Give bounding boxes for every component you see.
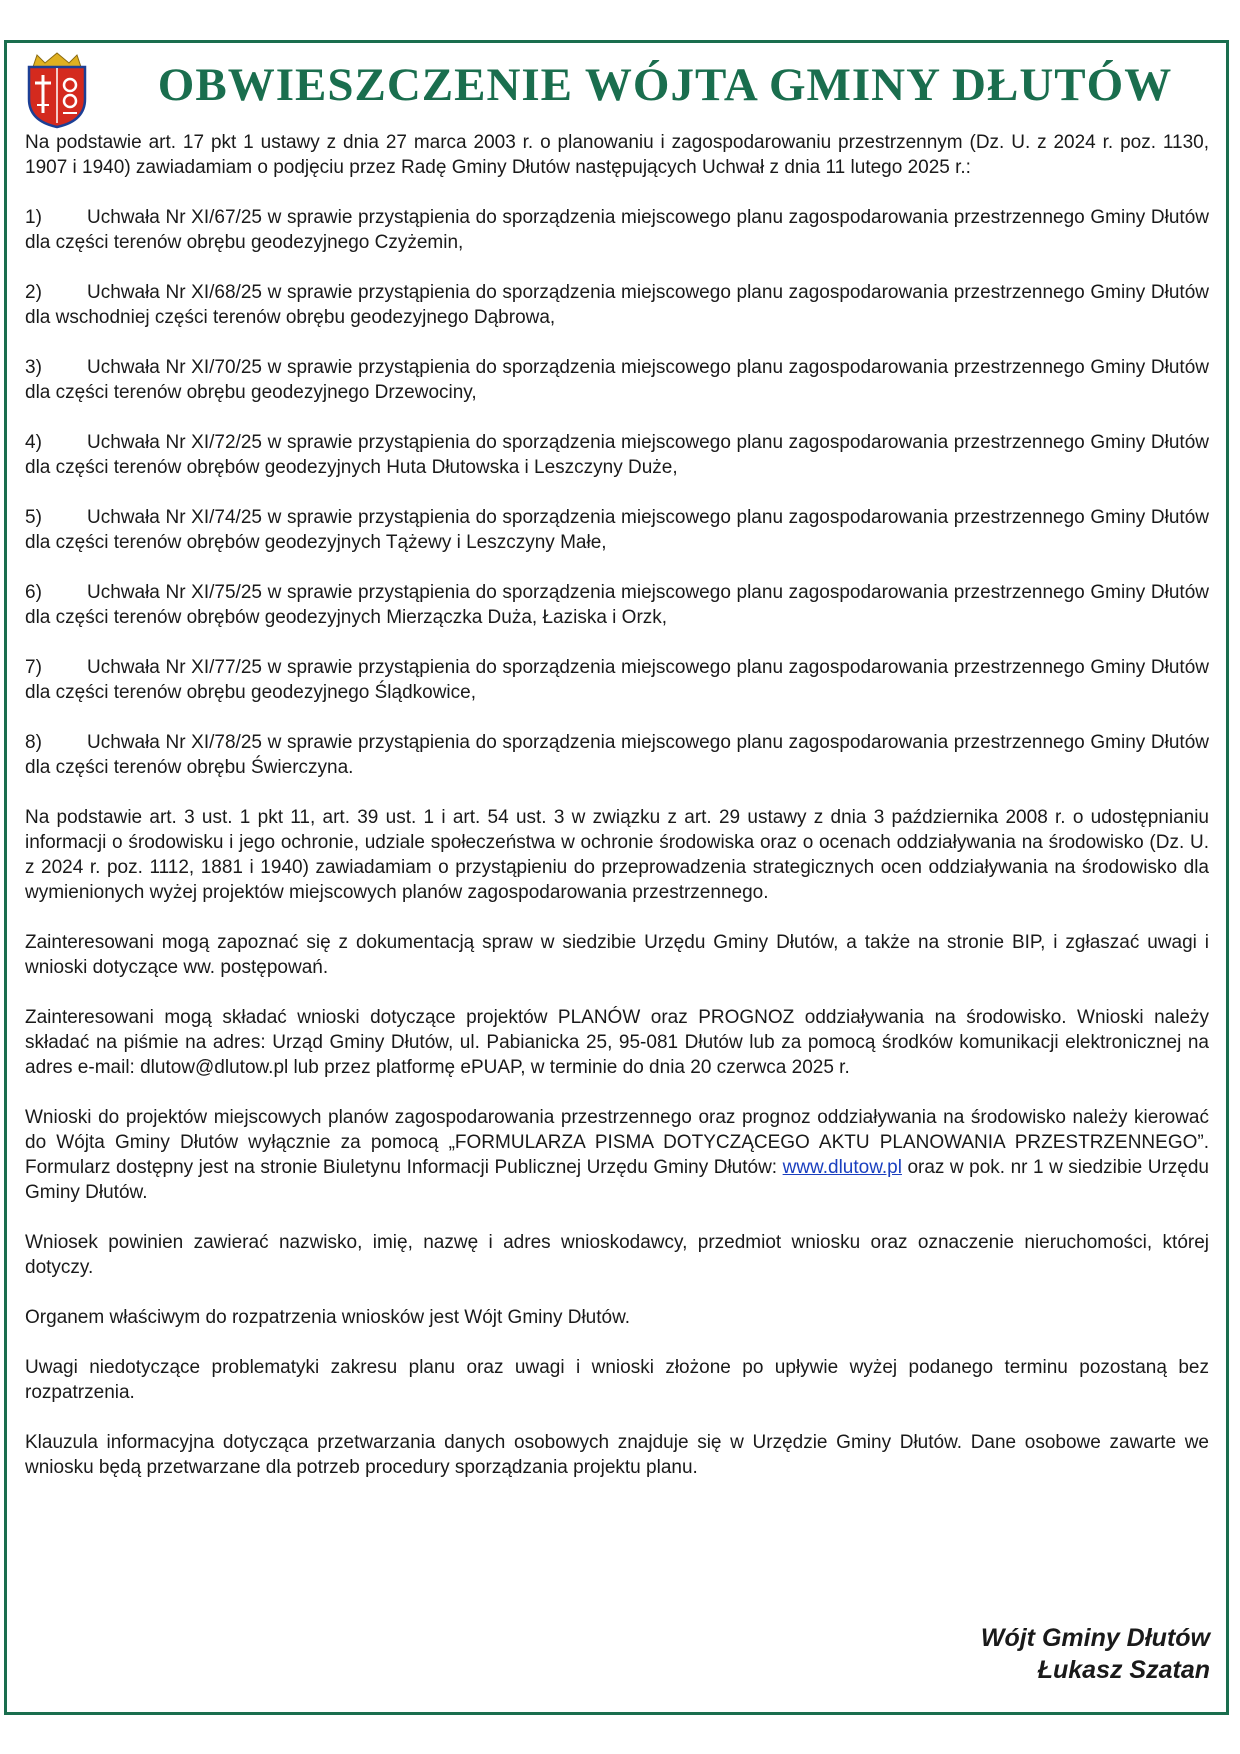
content-requirements-paragraph: Wniosek powinien zawierać nazwisko, imię, nazwę i adres wnioskodawcy, przedmiot wniosku oraz oznaczenie nieruchomości, której dotyczy. — [25, 1232, 1209, 1278]
signature-title: Wójt Gminy Dłutów — [980, 1624, 1210, 1652]
form-text-before: Wnioski do projektów miejscowych planów zagospodarowania przestrzennego oraz prognoz oddziaływania na środowisko należy kierować do Wójta Gminy Dłutów wyłącznie za pomocą „FORMULARZA PISMA DOTYCZĄCEGO AKTU PLANOWANIA PRZESTRZENNEGO”. Formularz dostępny jest na stronie Biuletynu Informacji Publicznej Urzędu Gminy Dłutów: — [25, 1107, 1209, 1178]
notice-body — [25, 130, 1209, 1505]
item-text: Uchwała Nr XI/67/25 w sprawie przystąpienia do sporządzenia miejscowego planu zagospodarowania przestrzennego Gminy Dłutów dla części terenów obrębu geodezyjnego Czyżemin, — [25, 207, 1209, 253]
resolution-item — [25, 280, 1209, 330]
documentation-paragraph: Zainteresowani mogą zapoznać się z dokumentacją spraw w siedzibie Urzędu Gminy Dłutów, a także na stronie BIP, i zgłaszać uwagi i wnioski dotyczące ww. postępowań. — [25, 932, 1209, 978]
item-text: Uchwała Nr XI/72/25 w sprawie przystąpienia do sporządzenia miejscowego planu zagospodarowania przestrzennego Gminy Dłutów dla części terenów obrębów geodezyjnych Huta Dłutowska i Leszczyny Duże, — [25, 432, 1209, 478]
bip-link[interactable]: www.dlutow.pl — [782, 1157, 902, 1178]
item-text: Uchwała Nr XI/77/25 w sprawie przystąpienia do sporządzenia miejscowego planu zagospodarowania przestrzennego Gminy Dłutów dla części terenów obrębu geodezyjnego Ślądkowice, — [25, 657, 1209, 703]
item-number: 7) — [25, 657, 42, 678]
item-number: 1) — [25, 207, 42, 228]
intro-paragraph: Na podstawie art. 17 pkt 1 ustawy z dnia 27 marca 2003 r. o planowaniu i zagospodarowaniu przestrzennym (Dz. U. z 2024 r. poz. 1130, 1907 i 1940) zawiadamiam o podjęciu przez Radę Gminy Dłutów następujących Uchwał z dnia 11 lutego 2025 r.: — [25, 132, 1209, 178]
item-text: Uchwała Nr XI/74/25 w sprawie przystąpienia do sporządzenia miejscowego planu zagospodarowania przestrzennego Gminy Dłutów dla części terenów obrębów geodezyjnych Tążewy i Leszczyny Małe, — [25, 507, 1209, 553]
resolution-item — [25, 655, 1209, 705]
signature-name: Łukasz Szatan — [1037, 1656, 1210, 1684]
authority-paragraph: Organem właściwym do rozpatrzenia wniosków jest Wójt Gminy Dłutów. — [25, 1307, 631, 1328]
coat-of-arms-icon — [23, 51, 91, 129]
environment-paragraph: Na podstawie art. 3 ust. 1 pkt 11, art. 39 ust. 1 i art. 54 ust. 3 w związku z art. 29 ustawy z dnia 3 października 2008 r. o udostępnianiu informacji o środowisku i jego ochronie, udziale społeczeństwa w ochronie środowiska oraz o ocenach oddziaływania na środowisko (Dz. U. z 2024 r. poz. 1112, 1881 i 1940) zawiadamiam o przystąpieniu do przeprowadzenia strategicznych ocen oddziaływania na środowisko dla wymienionych wyżej projektów miejscowych planów zagospodarowania przestrzennego. — [25, 807, 1209, 903]
unrelated-remarks-paragraph: Uwagi niedotyczące problematyki zakresu planu oraz uwagi i wnioski złożone po upływie wyżej podanego terminu pozostaną bez rozpatrzenia. — [25, 1357, 1209, 1403]
signature-block — [981, 1622, 1210, 1686]
form-text-after: oraz w pok. nr 1 w siedzibie Urzędu Gminy Dłutów. — [25, 1157, 1210, 1203]
item-text: Uchwała Nr XI/70/25 w sprawie przystąpienia do sporządzenia miejscowego planu zagospodarowania przestrzennego Gminy Dłutów dla części terenów obrębu geodezyjnego Drzewociny, — [25, 357, 1209, 403]
page-title: OBWIESZCZENIE WÓJTA GMINY DŁUTÓW — [157, 59, 1173, 111]
resolution-item — [25, 505, 1209, 555]
item-number: 6) — [25, 582, 42, 603]
item-number: 5) — [25, 507, 42, 528]
resolution-item — [25, 580, 1209, 630]
submission-paragraph: Zainteresowani mogą składać wnioski dotyczące projektów PLANÓW oraz PROGNOZ oddziaływania na środowisko. Wnioski należy składać na piśmie na adres: Urząd Gminy Dłutów, ul. Pabianicka 25, 95-081 Dłutów lub za pomocą środków komunikacji elektronicznej na adres e-mail: dlutow@dlutow.pl lub przez platformę ePUAP, w terminie do dnia 20 czerwca 2025 r. — [25, 1007, 1209, 1078]
resolution-item — [25, 730, 1209, 780]
item-number: 3) — [25, 357, 42, 378]
item-number: 4) — [25, 432, 42, 453]
resolution-item — [25, 430, 1209, 480]
gdpr-paragraph: Klauzula informacyjna dotycząca przetwarzania danych osobowych znajduje się w Urzędzie Gminy Dłutów. Dane osobowe zawarte we wniosku będą przetwarzane dla potrzeb procedury sporządzania projektu planu. — [25, 1432, 1209, 1478]
item-number: 8) — [25, 732, 42, 753]
item-text: Uchwała Nr XI/78/25 w sprawie przystąpienia do sporządzenia miejscowego planu zagospodarowania przestrzennego Gminy Dłutów dla części terenów obrębu Świerczyna. — [25, 732, 1209, 778]
item-text: Uchwała Nr XI/75/25 w sprawie przystąpienia do sporządzenia miejscowego planu zagospodarowania przestrzennego Gminy Dłutów dla części terenów obrębów geodezyjnych Mierzączka Duża, Łaziska i Orzk, — [25, 582, 1209, 628]
resolution-item — [25, 205, 1209, 255]
resolution-item — [25, 355, 1209, 405]
item-text: Uchwała Nr XI/68/25 w sprawie przystąpienia do sporządzenia miejscowego planu zagospodarowania przestrzennego Gminy Dłutów dla wschodniej części terenów obrębu geodezyjnego Dąbrowa, — [25, 282, 1209, 328]
item-number: 2) — [25, 282, 42, 303]
form-paragraph — [25, 1105, 1209, 1205]
